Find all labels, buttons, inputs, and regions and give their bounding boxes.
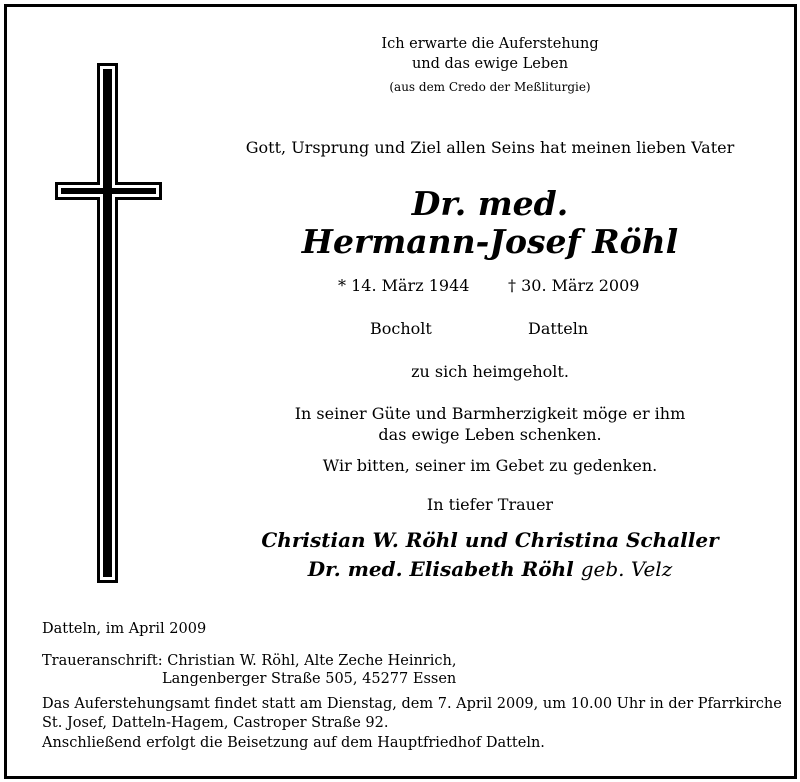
service-line-2: St. Josef, Datteln-Hagem, Castroper Straße 92.: [42, 715, 389, 731]
death-place: Datteln: [528, 319, 589, 338]
prayer-line-2: das ewige Leben schenken.: [378, 425, 602, 444]
death-date: † 30. März 2009: [508, 276, 640, 295]
burial-line: Anschließend erfolgt die Beisetzung auf dem Hauptfriedhof Datteln.: [42, 735, 545, 751]
maiden-name: geb. Velz: [580, 557, 673, 581]
family-line-1: Christian W. Röhl und Christina Schaller: [261, 528, 719, 552]
birth-date: * 14. März 1944: [338, 276, 470, 295]
prayer-line-3: Wir bitten, seiner im Gebet zu gedenken.: [322, 456, 658, 475]
place-date: Datteln, im April 2009: [42, 621, 207, 637]
mourning-text: In tiefer Trauer: [426, 495, 554, 514]
homecall-text: zu sich heimgeholt.: [411, 362, 569, 381]
quote-line-1: Ich erwarte die Auferstehung: [381, 36, 599, 52]
address-line-1: Traueranschrift: Christian W. Röhl, Alte Zeche Heinrich,: [42, 653, 457, 669]
quote-source: (aus dem Credo der Meßliturgie): [389, 80, 591, 94]
address-line-2: Langenberger Straße 505, 45277 Essen: [162, 671, 457, 687]
deceased-title: Dr. med.: [411, 184, 569, 223]
quote-line-2: und das ewige Leben: [411, 56, 569, 72]
family-member-name: Dr. med. Elisabeth Röhl: [307, 557, 574, 581]
intro-text: Gott, Ursprung und Ziel allen Seins hat meinen lieben Vater: [245, 138, 735, 157]
service-line-1: Das Auferstehungsamt findet statt am Dienstag, dem 7. April 2009, um 10.00 Uhr in der Pfarrkirche: [42, 696, 782, 712]
deceased-name: Hermann-Josef Röhl: [301, 222, 679, 261]
family-line-2: [160, 557, 800, 581]
prayer-line-1: In seiner Güte und Barmherzigkeit möge er ihm: [294, 404, 686, 423]
birth-place: Bocholt: [370, 319, 432, 338]
